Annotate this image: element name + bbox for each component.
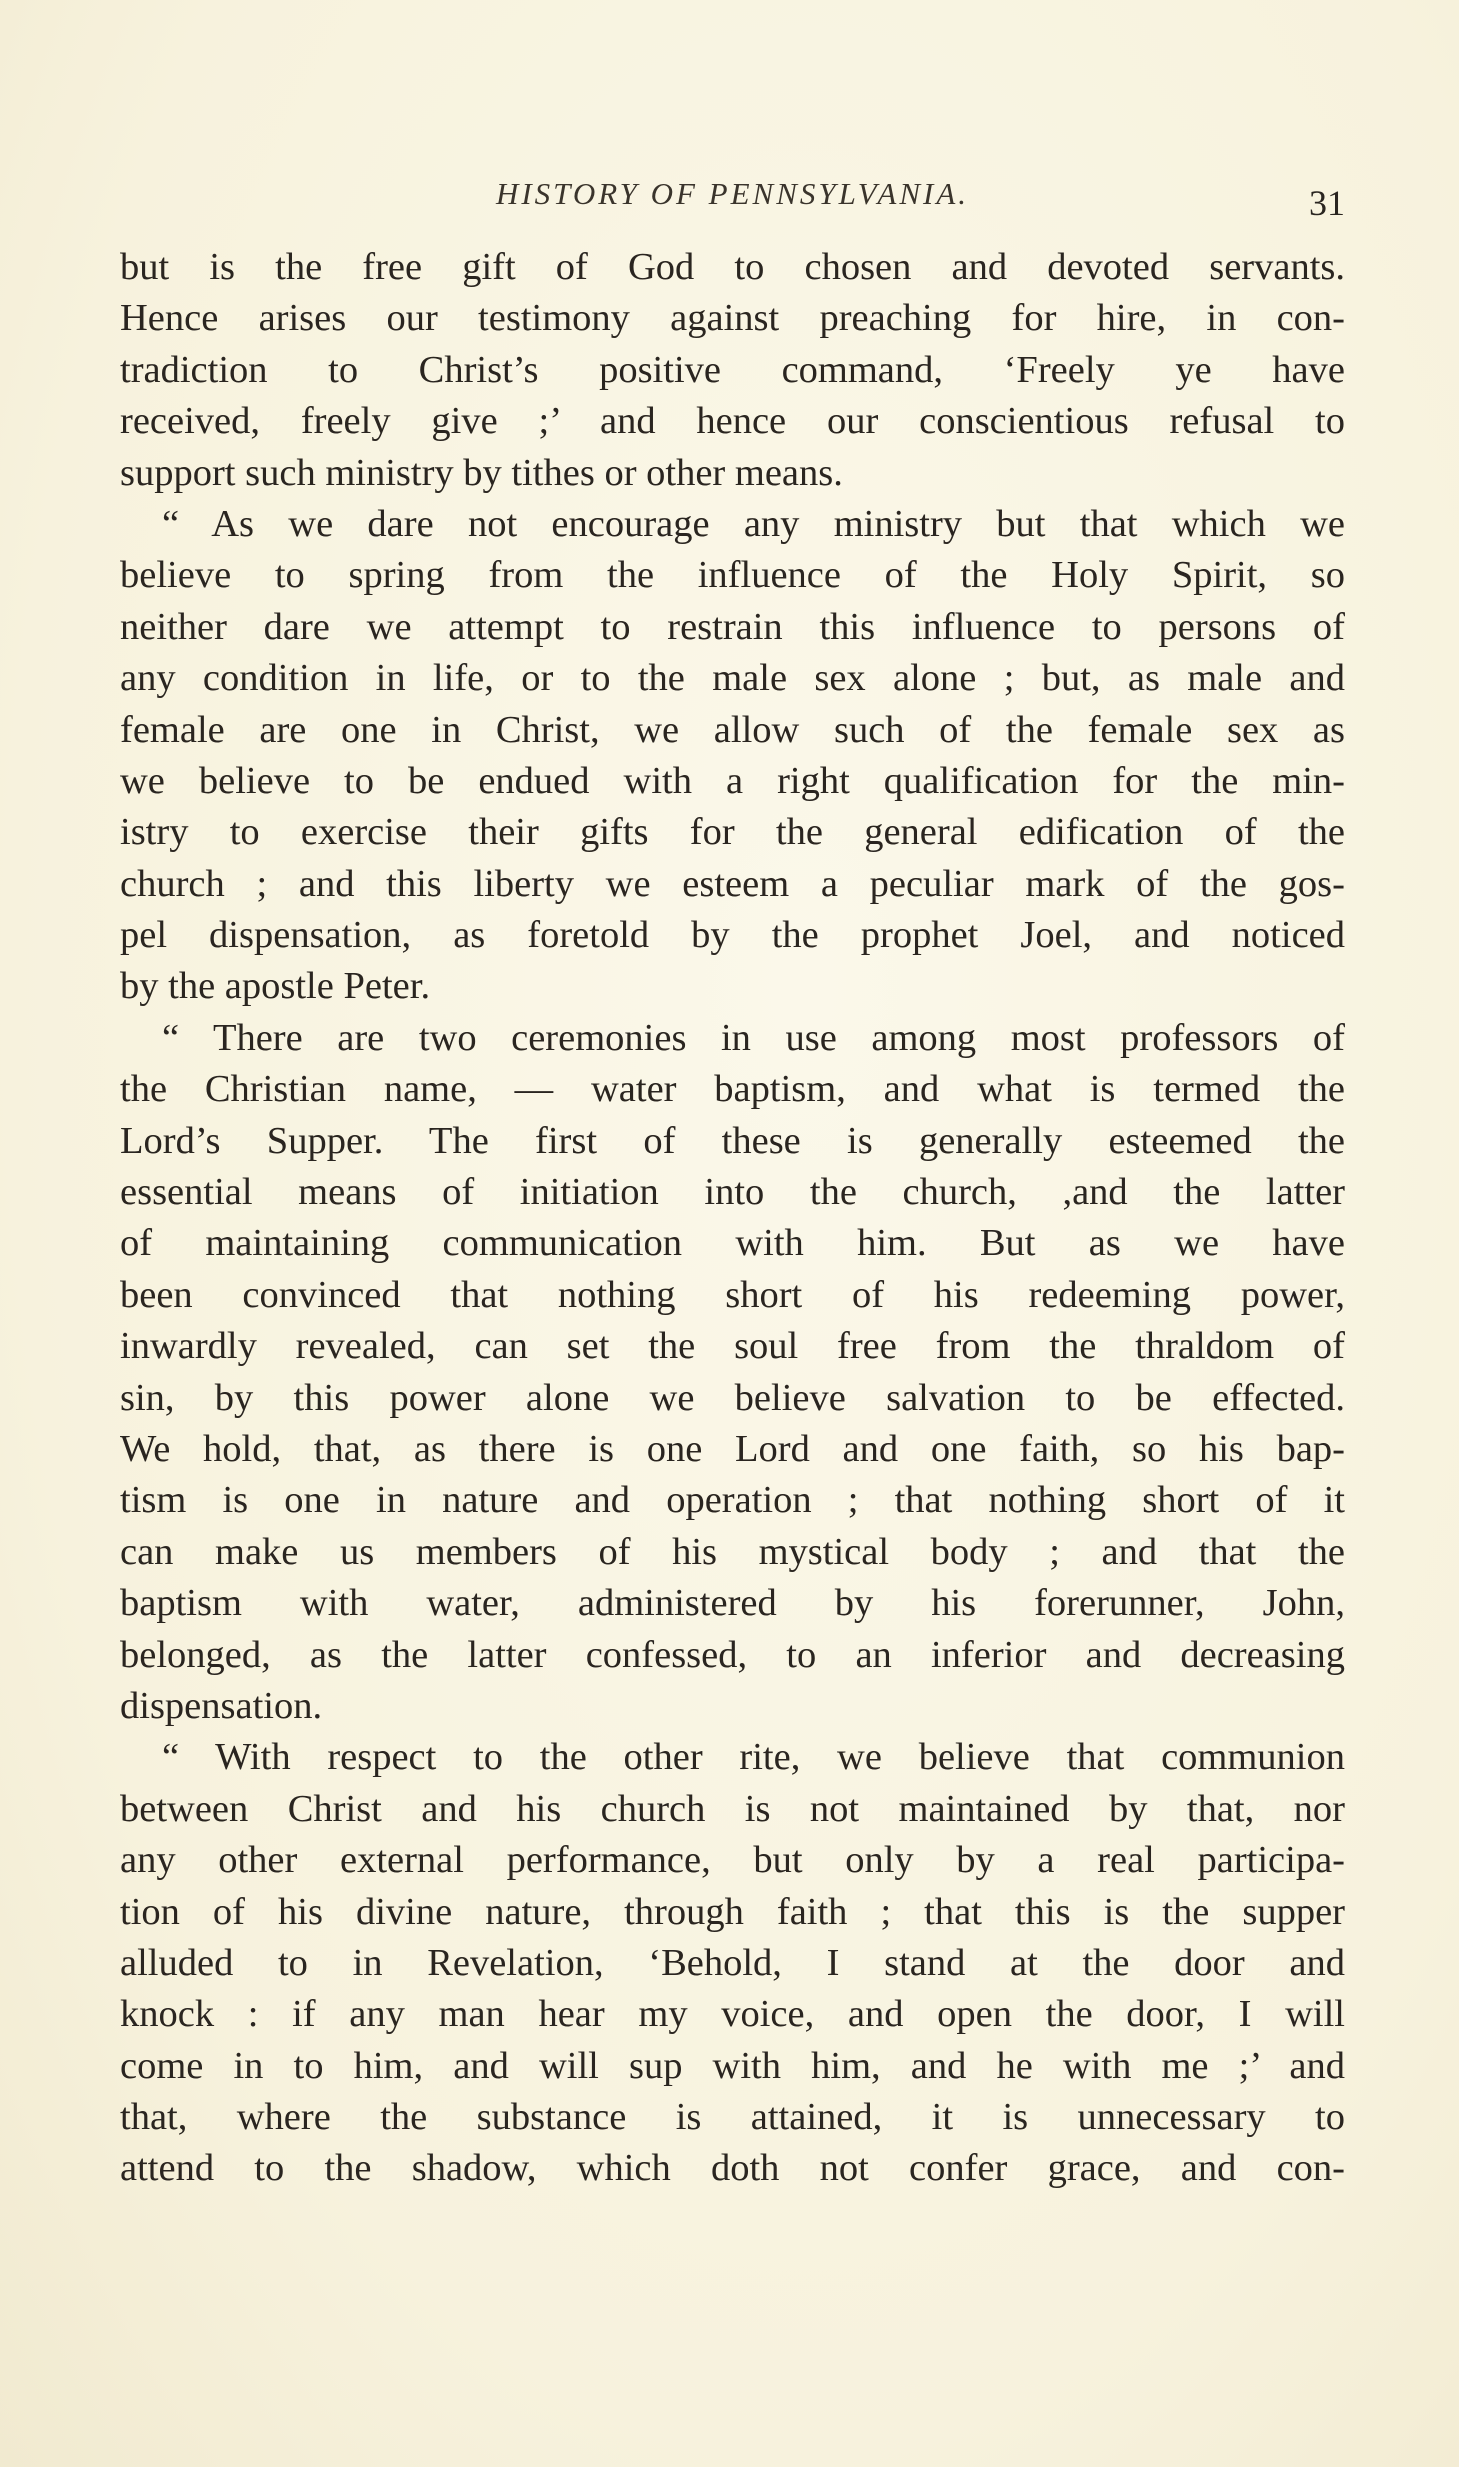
text-line: by the apostle Peter. xyxy=(120,965,431,1008)
text-line: neither dare we attempt to restrain this influence to persons of xyxy=(120,605,1345,648)
text-line: essential means of initiation into the church, ,and the latter xyxy=(120,1171,1345,1214)
text-line: knock : if any man hear my voice, and open the door, I will xyxy=(120,1993,1345,2036)
body-text xyxy=(120,242,1345,2195)
paragraph xyxy=(120,1013,1345,1732)
text-line: attend to the shadow, which doth not confer grace, and con- xyxy=(120,2147,1345,2190)
text-line: any other external performance, but only by a real participa- xyxy=(120,1839,1345,1882)
text-line: “ As we dare not encourage any ministry but that which we xyxy=(162,502,1345,545)
text-line: believe to spring from the influence of the Holy Spirit, so xyxy=(120,554,1345,597)
text-line: we believe to be endued with a right qualification for the min- xyxy=(120,759,1345,802)
text-line: Hence arises our testimony against preaching for hire, in con- xyxy=(120,297,1345,340)
text-line: “ With respect to the other rite, we believe that communion xyxy=(162,1736,1345,1779)
text-line: sin, by this power alone we believe salvation to be effected. xyxy=(120,1376,1345,1419)
text-line: tion of his divine nature, through faith ; that this is the supper xyxy=(120,1890,1345,1933)
text-line: tradiction to Christ’s positive command, ‘Freely ye have xyxy=(120,348,1345,391)
text-line: been convinced that nothing short of his redeeming power, xyxy=(120,1273,1345,1316)
running-head xyxy=(120,168,1345,228)
text-line: dispensation. xyxy=(120,1684,323,1727)
running-head-title: HISTORY OF PENNSYLVANIA. xyxy=(495,176,970,211)
paragraph xyxy=(120,242,1345,499)
text-line: tism is one in nature and operation ; that nothing short of it xyxy=(120,1479,1345,1522)
text-line: but is the free gift of God to chosen and devoted servants. xyxy=(120,246,1345,288)
text-line: pel dispensation, as foretold by the prophet Joel, and noticed xyxy=(120,914,1345,957)
paragraph xyxy=(120,499,1345,1013)
page-number: 31 xyxy=(1309,183,1345,223)
text-line: We hold, that, as there is one Lord and one faith, so his bap- xyxy=(120,1427,1345,1470)
text-line: support such ministry by tithes or other means. xyxy=(120,451,843,494)
text-line: baptism with water, administered by his forerunner, John, xyxy=(120,1582,1345,1625)
text-line: received, freely give ;’ and hence our conscientious refusal to xyxy=(120,400,1345,443)
text-line: of maintaining communication with him. But as we have xyxy=(120,1222,1345,1265)
text-line: “ There are two ceremonies in use among most professors of xyxy=(162,1016,1345,1059)
text-line: the Christian name, — water baptism, and what is termed the xyxy=(120,1068,1345,1111)
text-line: inwardly revealed, can set the soul free from the thraldom of xyxy=(120,1325,1345,1368)
text-line: belonged, as the latter confessed, to an inferior and decreasing xyxy=(120,1633,1345,1676)
text-line: that, where the substance is attained, it is unnecessary to xyxy=(120,2096,1345,2139)
paragraph xyxy=(120,1732,1345,2195)
text-line: alluded to in Revelation, ‘Behold, I stand at the door and xyxy=(120,1941,1345,1984)
text-line: between Christ and his church is not maintained by that, nor xyxy=(120,1787,1345,1830)
text-line: Lord’s Supper. The first of these is generally esteemed the xyxy=(120,1119,1345,1162)
text-line: church ; and this liberty we esteem a peculiar mark of the gos- xyxy=(120,862,1345,905)
text-line: female are one in Christ, we allow such of the female sex as xyxy=(120,708,1345,751)
text-line: can make us members of his mystical body ; and that the xyxy=(120,1530,1345,1573)
text-line: any condition in life, or to the male sex alone ; but, as male and xyxy=(120,657,1345,700)
text-line: istry to exercise their gifts for the general edification of the xyxy=(120,811,1345,854)
text-line: come in to him, and will sup with him, and he with me ;’ and xyxy=(120,2044,1345,2087)
